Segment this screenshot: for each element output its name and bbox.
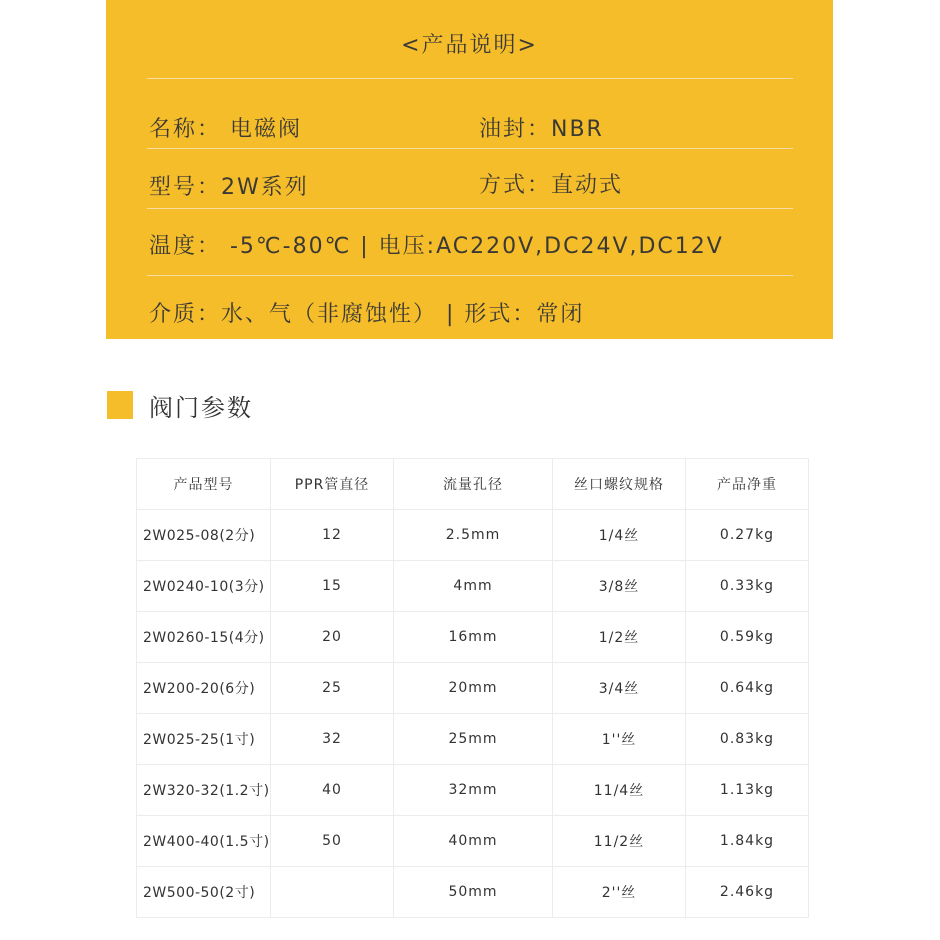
section-marker-icon <box>107 391 133 419</box>
table-row <box>137 612 809 663</box>
cell-weight: 0.83kg <box>686 714 809 765</box>
cell-ppr: 20 <box>271 612 394 663</box>
spec-model: 型号：2W系列 <box>149 175 309 200</box>
divider <box>147 208 793 209</box>
cell-model: 2W025-25(1寸) <box>137 714 271 765</box>
cell-thread: 1/2丝 <box>553 612 686 663</box>
cell-ppr: 15 <box>271 561 394 612</box>
cell-weight: 0.59kg <box>686 612 809 663</box>
table-row <box>137 816 809 867</box>
spec-temperature-voltage: 温度： -5℃-80℃ | 电压:AC220V,DC24V,DC12V <box>149 234 724 259</box>
cell-ppr: 40 <box>271 765 394 816</box>
header-flow-bore: 流量孔径 <box>394 459 553 510</box>
table-row <box>137 510 809 561</box>
cell-bore: 40mm <box>394 816 553 867</box>
cell-bore: 20mm <box>394 663 553 714</box>
cell-model: 2W320-32(1.2寸) <box>137 765 271 816</box>
spec-oil-seal: 油封：NBR <box>479 117 604 142</box>
cell-bore: 2.5mm <box>394 510 553 561</box>
valve-parameters-table <box>136 458 809 918</box>
table-header-row <box>137 459 809 510</box>
cell-ppr: 12 <box>271 510 394 561</box>
header-model: 产品型号 <box>137 459 271 510</box>
cell-weight: 0.64kg <box>686 663 809 714</box>
table-row <box>137 561 809 612</box>
cell-bore: 4mm <box>394 561 553 612</box>
table-row <box>137 765 809 816</box>
divider <box>147 275 793 276</box>
cell-ppr <box>271 867 394 918</box>
cell-ppr: 50 <box>271 816 394 867</box>
cell-model: 2W0240-10(3分) <box>137 561 271 612</box>
cell-model: 2W400-40(1.5寸) <box>137 816 271 867</box>
table-row <box>137 867 809 918</box>
table-row <box>137 714 809 765</box>
cell-thread: 1/4丝 <box>553 510 686 561</box>
header-net-weight: 产品净重 <box>686 459 809 510</box>
cell-model: 2W0260-15(4分) <box>137 612 271 663</box>
cell-weight: 1.84kg <box>686 816 809 867</box>
cell-bore: 16mm <box>394 612 553 663</box>
cell-bore: 32mm <box>394 765 553 816</box>
cell-weight: 0.33kg <box>686 561 809 612</box>
card-title: <产品说明> <box>401 33 538 58</box>
cell-thread: 11/4丝 <box>553 765 686 816</box>
cell-model: 2W025-08(2分) <box>137 510 271 561</box>
cell-bore: 50mm <box>394 867 553 918</box>
cell-bore: 25mm <box>394 714 553 765</box>
divider <box>147 148 793 149</box>
header-thread-spec: 丝口螺纹规格 <box>553 459 686 510</box>
divider <box>147 78 793 79</box>
section-title: 阀门参数 <box>149 394 253 422</box>
cell-weight: 2.46kg <box>686 867 809 918</box>
spec-name: 名称： 电磁阀 <box>149 117 302 142</box>
cell-thread: 11/2丝 <box>553 816 686 867</box>
spec-mode: 方式：直动式 <box>479 173 624 198</box>
cell-thread: 3/4丝 <box>553 663 686 714</box>
cell-thread: 2''丝 <box>553 867 686 918</box>
cell-ppr: 32 <box>271 714 394 765</box>
header-ppr-diameter: PPR管直径 <box>271 459 394 510</box>
product-description-card <box>106 0 833 339</box>
spec-medium-form: 介质：水、气（非腐蚀性） | 形式：常闭 <box>149 302 585 327</box>
cell-model: 2W500-50(2寸) <box>137 867 271 918</box>
table-row <box>137 663 809 714</box>
cell-thread: 1''丝 <box>553 714 686 765</box>
cell-weight: 1.13kg <box>686 765 809 816</box>
cell-weight: 0.27kg <box>686 510 809 561</box>
cell-model: 2W200-20(6分) <box>137 663 271 714</box>
cell-ppr: 25 <box>271 663 394 714</box>
cell-thread: 3/8丝 <box>553 561 686 612</box>
